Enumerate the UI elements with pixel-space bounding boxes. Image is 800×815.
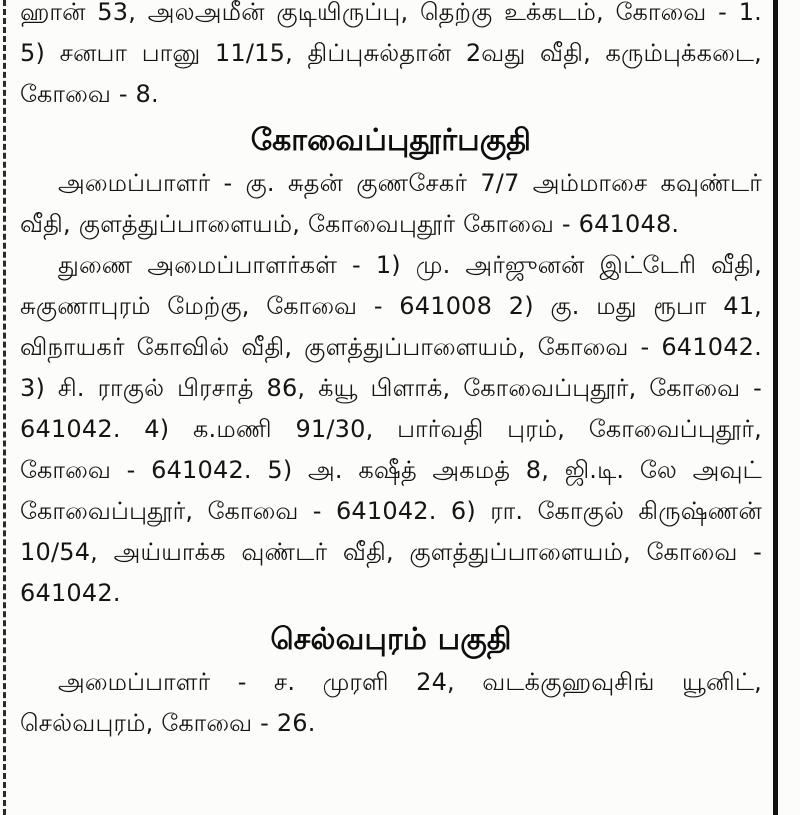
- paragraph-organizer-selvapuram: அமைப்பாளர் - ச. முரளி 24, வடக்குஹவுசிங் யூனிட், செல்வபுரம், கோவை - 26.: [20, 668, 762, 737]
- paragraph-organizer-kovaipudur: அமைப்பாளர் - கு. சுதன் குணசேகர் 7/7 அம்மாசை கவுண்டர் வீதி, குளத்துப்பாளையம், கோவைபுதூர் கோவை - 641048.: [20, 169, 762, 238]
- paragraph-continuation: ஹான் 53, அலஅமீன் குடியிருப்பு, தெற்கு உக்கடம், கோவை - 1. 5) சனபா பானு 11/15, திப்புசுல்தான் 2வது வீதி, கரும்புக்கடை, கோவை - 8.: [20, 0, 762, 108]
- section-heading-selvapuram: செல்வபுரம் பகுதி: [270, 622, 512, 657]
- column-rule: [773, 0, 778, 815]
- article-body: [20, 0, 762, 744]
- paragraph-deputy-organizers: துணை அமைப்பாளர்கள் - 1) மு. அர்ஜுனன் இட்டேரி வீதி, சுகுணாபுரம் மேற்கு, கோவை - 641008 2) கு. மது ரூபா 41, விநாயகர் கோவில் வீதி, குளத்துப்பாளையம், கோவை - 641042. 3) சி. ராகுல் பிரசாத் 86, க்யூ பிளாக், கோவைப்புதூர், கோவை - 641042. 4) க.மணி 91/30, பார்வதி புரம், கோவைப்புதூர், கோவை - 641042. 5) அ. கஷீத் அகமத் 8, ஜி.டி. லே அவுட் கோவைப்புதூர், கோவை - 641042. 6) ரா. கோகுல் கிருஷ்ணன் 10/54, அய்யாக்க வுண்டர் வீதி, குளத்துப்பாளையம், கோவை - 641042.: [20, 251, 762, 607]
- section-heading-kovaipudur: கோவைப்புதூர்பகுதி: [250, 123, 532, 158]
- dashed-column-border: [3, 0, 6, 815]
